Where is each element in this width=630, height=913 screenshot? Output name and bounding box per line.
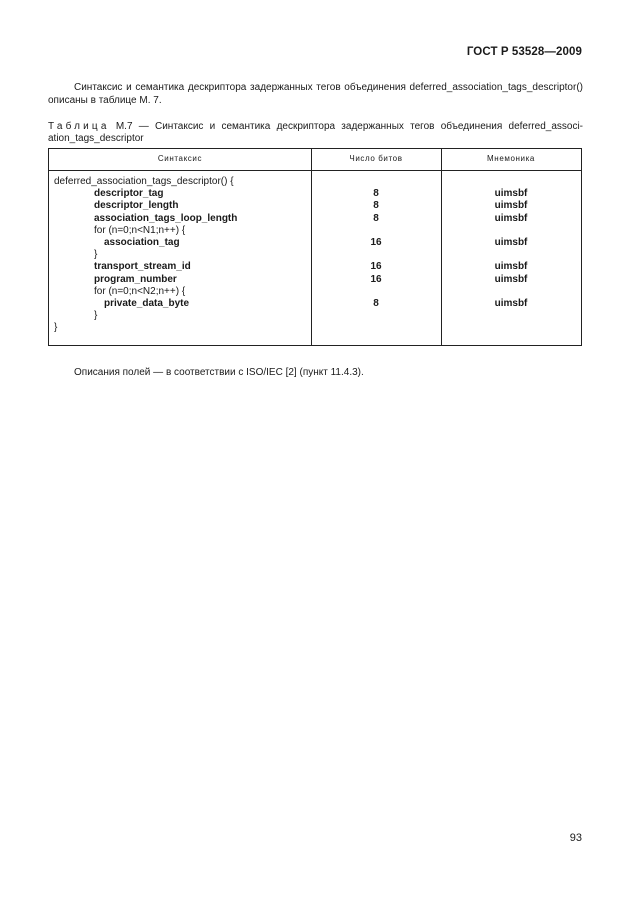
mnemonic-cell: uimsbf <box>494 188 528 200</box>
syntax-table <box>48 148 582 346</box>
intro-paragraph <box>48 81 583 107</box>
syntax-cell: program_number <box>94 273 177 285</box>
header-bits: Число битов <box>349 154 403 163</box>
mnemonic-cell: uimsbf <box>494 236 528 248</box>
syntax-cell: private_data_byte <box>104 297 190 309</box>
syntax-cell: descriptor_tag <box>94 188 164 200</box>
syntax-cell: association_tag <box>104 236 180 248</box>
intro-text: Синтаксис и семантика дескриптора задержанных тегов объединения deferred_association_tags_descriptor() описаны в таблице М. 7. <box>48 82 583 106</box>
table-row <box>49 286 581 298</box>
table-row <box>49 176 581 188</box>
table-row <box>49 200 581 212</box>
table-row <box>49 249 581 261</box>
syntax-cell: descriptor_length <box>94 200 179 212</box>
table-body <box>49 176 581 334</box>
mnemonic-cell: uimsbf <box>494 273 528 285</box>
mnemonic-cell: uimsbf <box>494 212 528 224</box>
syntax-cell: } <box>94 310 98 322</box>
bits-cell: 8 <box>373 297 379 309</box>
header-syntax: Синтаксис <box>157 154 203 163</box>
bits-cell: 16 <box>370 261 382 273</box>
document-header: ГОСТ Р 53528—2009 <box>466 46 582 58</box>
table-row <box>49 261 581 273</box>
mnemonic-cell: uimsbf <box>494 297 528 309</box>
syntax-cell: for (n=0;n<N2;n++) { <box>94 285 186 297</box>
page-number: 93 <box>569 832 582 844</box>
mnemonic-cell: uimsbf <box>494 200 528 212</box>
fields-note: Описания полей — в соответствии с ISO/IEC [2] (пункт 11.4.3). <box>74 367 364 378</box>
caption-text: М.7 — Синтаксис и семантика дескриптора задержанных тегов объединения deferred_associ-ation_tags_descriptor <box>48 121 583 144</box>
table-row <box>49 310 581 322</box>
bits-cell: 16 <box>370 273 382 285</box>
bits-cell: 16 <box>370 236 382 248</box>
syntax-cell: deferred_association_tags_descriptor() { <box>54 176 234 187</box>
bits-cell: 8 <box>373 212 379 224</box>
table-row <box>49 225 581 237</box>
syntax-cell: for (n=0;n<N1;n++) { <box>94 224 186 236</box>
caption-label: Таблица <box>48 121 110 132</box>
table-header <box>49 149 581 171</box>
bits-cell: 8 <box>373 200 379 212</box>
table-row <box>49 237 581 249</box>
table-row <box>49 298 581 310</box>
header-mnemonic: Мнемоника <box>487 154 535 163</box>
table-row <box>49 188 581 200</box>
table-caption <box>48 121 583 145</box>
syntax-cell: } <box>54 322 58 334</box>
mnemonic-cell: uimsbf <box>494 261 528 273</box>
syntax-cell: } <box>94 249 98 261</box>
table-row <box>49 274 581 286</box>
syntax-cell: transport_stream_id <box>94 261 191 273</box>
table-row <box>49 322 581 334</box>
table-row <box>49 213 581 225</box>
syntax-cell: association_tags_loop_length <box>94 212 238 224</box>
bits-cell: 8 <box>373 188 379 200</box>
